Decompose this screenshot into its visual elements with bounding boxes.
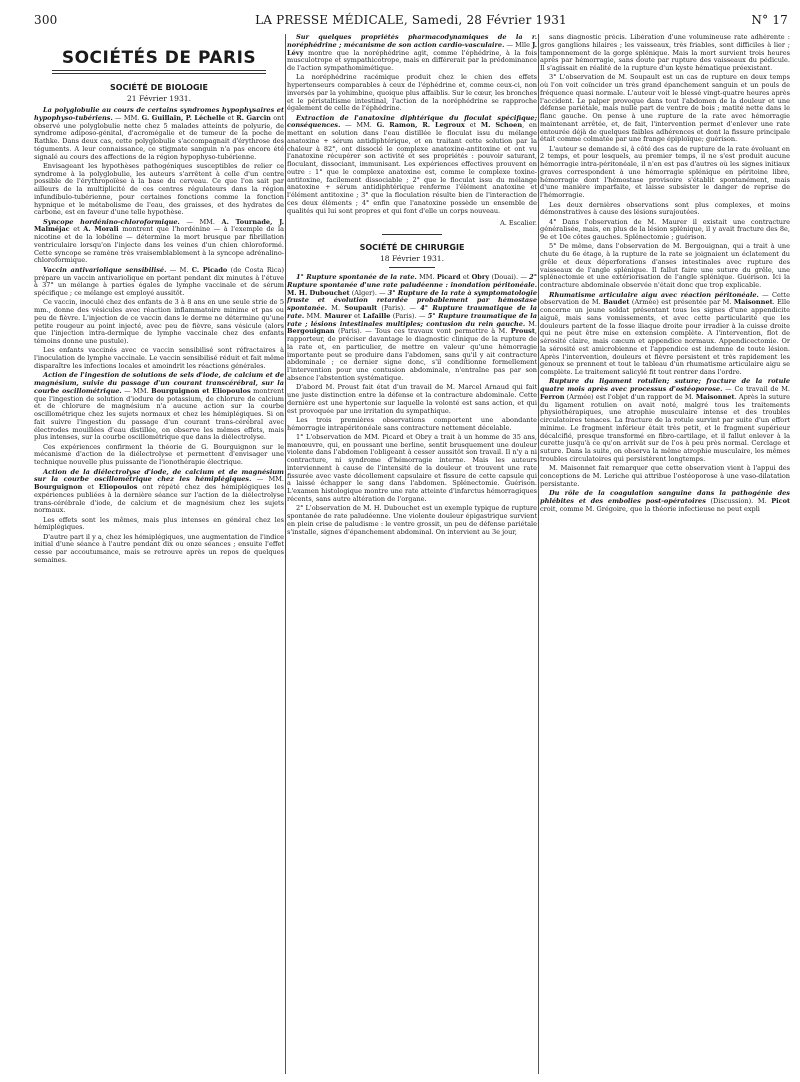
author-name: R. Garcin xyxy=(236,113,271,122)
body-text: M. xyxy=(327,304,345,313)
body-text: montre que la noréphédrine agit, comme l'éphédrine, à la fois musculotrope et sympathicotrope, mais en différerait par la prédominance de l'action sympathomimétique. xyxy=(287,48,537,72)
column-3 xyxy=(540,34,790,1074)
author-name: Picard xyxy=(436,273,461,282)
body-text: D'abord M. Proust fait état d'un travail de M. Marcel Arnaud qui fait une juste distinction entre la défense et la contracture abdominale. Cette dernière est une hypertonie sur laquelle la volonté est sans action, et qui est provoquée par une irritation du sympathique. xyxy=(287,383,537,415)
section-date-biologie: 21 Février 1931. xyxy=(126,94,192,103)
body-text: — M. xyxy=(166,265,192,274)
column-1 xyxy=(34,34,284,1074)
author-name: Bourguignon xyxy=(34,483,83,491)
paragraph xyxy=(287,74,537,113)
body-text: et xyxy=(82,483,99,491)
paper-title: Vaccin antivariolique sensibilisé. xyxy=(43,265,167,274)
author-name: G. Guillain, P. Léchelle xyxy=(141,113,226,122)
body-text: M. xyxy=(525,319,537,328)
author-name: Maisonnet xyxy=(733,298,773,307)
paragraph xyxy=(34,469,284,516)
body-text: — Ce travail de M. xyxy=(722,385,790,394)
paragraph xyxy=(287,417,537,433)
paper-title: 2° Rupture spontanée d'une rate paludéenne : inondation péritonéale. xyxy=(287,273,537,289)
body-text: — MM. xyxy=(112,113,142,122)
article-columns xyxy=(34,34,790,1074)
paper-title: La polyglobulie au cours de certains syndromes hypophysaires et hypophyso-tubériens. xyxy=(34,106,284,122)
author-name: A. Tournade, J. Malméjac xyxy=(34,217,284,234)
body-text: et xyxy=(464,121,481,130)
author-name: M. Schoen xyxy=(480,121,523,130)
column-2-body xyxy=(287,34,537,215)
body-text: L'auteur se demande si, à côté des cas de rupture de la rate évoluant en 2 temps, et pour lesquels, au premier temps, il ne s'est produit aucune hémorragie intra-péritonéale, il n'en est pas d'autres où les signes initiaux graves correspondent à une hémorragie splénique en péritoine libre, hémorragie dont l'hémostase provisoire s'établit spontanément, mais d'une manière imparfaite, et laisse subsister le danger de reprise de l'hémorragie. xyxy=(540,144,790,200)
body-text: Les deux dernières observations sont plus complexes, et moins démonstratives à cause des lésions surajoutées. xyxy=(540,200,790,217)
body-text: — MM. xyxy=(121,386,152,395)
author-name: Bourguignon et Eliopoulos xyxy=(151,386,251,395)
paragraph xyxy=(540,490,790,513)
author-name: J. Lévy xyxy=(287,40,537,57)
body-text: 5° De même, dans l'observation de M. Bergouignan, qui a trait à une chute du 6e étage, à la rupture de la rate se joignaient un éclatement du grêle et deux déperforations d'anses intestinales avec rupture des vaisseaux de l'angle splénique. Il fallut faire une suture du grêle, une splénectomie et une extériorisation de l'angle splénique. Guérison. Ici la contracture abdominale observée n'était donc que trop explicable. xyxy=(540,242,790,290)
body-text: Les enfants vaccinés avec ce vaccin sensibilisé sont réfractaires à l'inoculation de lymphe vaccinale. Le vaccin sensibilisé réduit et fait même disparaître les infections locales et amoindrit les réactions générales. xyxy=(34,346,284,370)
author-name: Baudet xyxy=(603,298,630,307)
paragraph xyxy=(34,219,284,266)
body-text: — MM. xyxy=(251,475,284,484)
column-2 xyxy=(287,34,537,1074)
paragraph xyxy=(34,267,284,298)
body-text: ont observé une polyglobulie nette chez 5 malades atteints de polyurie, de syndrome adiposo-génital, d'acromégalie et de tumeur de la poche de Rathke. Dans deux cas, cette polyglobulie s'accompagnait d'érythrose des téguments. A leur connaissance, ce stigmate sanguin n'a pas encore été signalé au cours des affections de la région hypophyso-tubérienne. xyxy=(34,113,284,161)
body-text: croit, comme M. Grégoire, que la théorie infectieuse ne peut expli xyxy=(540,504,760,513)
paragraph xyxy=(34,163,284,217)
body-text: 1° L'observation de MM. Picard et Obry a trait à un homme de 35 ans, manœuvre, qui, en poussant une berline, sentit brusquement une douleur violente dans l'abdomen l'obligeant à cesser aussitôt son travail. Il n'y a ni contracture, ni syndrome d'hémorragie interne. Mais les auteurs interviennent à cause de l'intensité de la douleur et trouvent une rate fissurée avec vaste décollement capsulaire et fissure de cette capsule qui a laissé échapper le sang dans l'abdomen. Splénectomie. Guérison. L'examen histologique montre une rate atteinte d'infarctus hémorragiques récents, sans autre altération de l'organe. xyxy=(287,432,537,503)
body-text: montrent que l'hordénine — à l'exemple de la nicotine et de la lobéline — détermine la mort brusque par fibrillation ventriculaire lorsqu'on l'injecte dans les veines d'un chien chloroformé. Cette syncope se ramène très vraisemblablement à la syncope adrénalino-chloroformique. xyxy=(34,225,284,265)
paragraph xyxy=(34,347,284,370)
author-name: Maurer xyxy=(324,311,352,320)
body-text: (de Costa Rica) prépare un vaccin antivariolique en portant pendant dix minutes à l'étuve à 37° un mélange à parties égales de lymphe vaccinale et de sérum spécifique ; ce mélange est employé aussitôt. xyxy=(34,265,284,298)
body-text: MM. xyxy=(416,273,437,282)
paragraph xyxy=(34,372,284,442)
author-name: A. Morali xyxy=(83,225,119,234)
paper-title: 4° Rupture traumatique de la rate. xyxy=(287,304,537,320)
date-underline xyxy=(389,267,435,268)
body-text: (Armée) est l'objet d'un rapport de M. xyxy=(564,392,696,401)
body-text: (Douai). — xyxy=(489,273,530,282)
author-name: M. H. Dubouchet xyxy=(287,288,350,297)
paragraph xyxy=(540,465,790,488)
section-date-chirurgie: 18 Février 1931. xyxy=(379,254,445,264)
paper-title: 5° Rupture traumatique de la rate ; lésions intestinales multiples; contusion du rein gauche. xyxy=(287,311,537,328)
body-text: M. Maisonnet fait remarquer que cette observation vient à l'appui des conceptions de M. Leriche qui attribue l'ostéoporose à une vaso-dilatation persistante. xyxy=(540,464,790,488)
paragraph xyxy=(287,274,537,383)
body-text: (Alger). — xyxy=(349,288,388,297)
paragraph xyxy=(540,292,790,377)
author-name: Lafaille xyxy=(362,311,391,320)
paper-title: Rhumatisme articulaire aigu avec réaction péritonéale. xyxy=(549,290,759,299)
author-name: Obry xyxy=(471,273,490,282)
body-text: — Cette observation de M. xyxy=(540,290,790,307)
body-text: et xyxy=(69,225,84,234)
paper-title: Action de la diélectrolyse d'iode, de calcium et de magnésium sur la courbe oscillométrique chez les hémiplégiques. xyxy=(34,467,284,484)
body-text: et xyxy=(460,273,472,282)
body-text: MM. xyxy=(304,311,325,320)
journal-title: LA PRESSE MÉDICALE, Samedi, 28 Février 1931 xyxy=(255,13,567,27)
paragraph xyxy=(540,243,790,290)
body-text: D'autre part il y a, chez les hémiplégiques, une augmentation de l'indice initial d'une séance à l'autre pendant dix ou onze séances ; ensuite l'effet cesse par accoutumance, mais se retrouve après un repos de quelques semaines. xyxy=(34,532,284,564)
author-name: Ferron xyxy=(540,392,565,401)
paragraph xyxy=(34,107,284,161)
author-name: C. Picado xyxy=(191,265,228,274)
paper-title: Sur quelques propriétés pharmacodynamiques de la r. noréphédrine ; mécanisme de son action cardio-vasculaire. xyxy=(287,34,537,49)
biologie-body xyxy=(34,107,284,565)
body-text: , en mettant en solution dans l'eau distillée le floculat issu du mélange anatoxine + sérum antidiphtérique, et en traitant cette solution par la chaleur à 82°, ont dissocié le complexe anatoxine-antitoxine et ont vu l'anatoxine récupérer son activité et ses propriétés : pouvoir saturant, floculant, dissociant, immunisant. Les expériences effectives prouvent en outre : 1° que le complexe anatoxine est, comme le complexe toxine-antitoxine, facilement dissociable ; 2° que le floculat issu du mélange anatoxine + sérum antidiphtérique renferme l'élément anatoxine et l'élément antitoxine ; 3° que la floculation résulte bien de l'interaction de ces deux éléments ; 4° enfin que l'anatoxine possède un ensemble de qualités qui lui sont propres et qui font d'elle un corps nouveau. xyxy=(287,121,537,215)
paragraph xyxy=(540,34,790,73)
body-text: Ce vaccin, inoculé chez des enfants de 3 à 8 ans en une seule strie de 5 mm., donne des vésicules avec réaction inflammatoire minime et pas ou peu de fièvre. L'injection de ce vaccin dans le derme ne détermine qu'une petite rougeur au point injecté, avec peu de fièvre, sans vésicule (alors que l'injection intra-dermique de lymphe vaccinale chez des enfants témoins donne une pustule). xyxy=(34,298,284,346)
section-title-chirurgie: SOCIÉTÉ DE CHIRURGIE xyxy=(359,243,465,253)
paper-title: Extraction de l'anatoxine diphtérique du floculat spécifique; conséquences. xyxy=(287,113,537,130)
paper-title: 3° Rupture de la rate à symptomatologie fruste et évolution retardée probablement par hémostase spontanée. xyxy=(287,288,537,313)
paper-title: Du rôle de la coagulation sanguine dans la pathogénie des phlébites et des embolies post-opératoires xyxy=(540,489,790,505)
paragraph xyxy=(287,34,537,73)
page-number: 300 xyxy=(34,13,58,27)
author-name: Eliopoulos xyxy=(98,483,138,491)
column-rule xyxy=(285,34,286,1074)
body-text: (Paris). — xyxy=(390,311,428,320)
paragraph xyxy=(540,378,790,463)
body-text: 4° Dans l'observation de M. Maurer il existait une contracture généralisée, mais, en plus de la lésion splénique, il y avait fracture des 8e, 9e et 10e côtes gauches. Splénectomie ; guérison. xyxy=(540,217,790,242)
page-header xyxy=(34,12,788,28)
column-rule xyxy=(538,34,539,1074)
paper-title: Action de l'ingestion de solutions de sels d'iode, de calcium et de magnésium, suivie du passage d'un courant transcérébral, sur la courbe oscillométrique. xyxy=(34,371,284,395)
body-text: et xyxy=(351,311,363,320)
body-text: — MM. xyxy=(179,217,222,226)
issue-number: N° 17 xyxy=(751,13,788,27)
paragraph xyxy=(287,384,537,415)
author-name: Proust xyxy=(510,327,535,336)
paragraph xyxy=(287,434,537,504)
author-name: Bergouignan xyxy=(287,327,335,336)
paragraph xyxy=(540,202,790,218)
paragraph xyxy=(540,219,790,242)
author-name: Soupault xyxy=(344,304,378,313)
author-name: Picot xyxy=(771,496,790,505)
paragraph xyxy=(287,115,537,216)
title-rule xyxy=(52,70,266,74)
paper-title: 1° Rupture spontanée de la rate. xyxy=(296,273,417,282)
section-title-biologie: SOCIÉTÉ DE BIOLOGIE xyxy=(110,83,208,92)
body-text: , rapporteur, de préciser davantage le diagnostic clinique de la rupture de la rate et, en particulier, de mettre en valeur qu'une hémorragie importante peut se produire dans l'abdomen, sans qu'il y ait contracture abdominale ; ce dernier signe donc, s'il conditionne formellement l'intervention pour une contusion abdominale, n'entraîne pas par son absence l'abstention systématique. xyxy=(287,327,537,382)
body-text: La noréphédrine racémique produit chez le chien des effets hypertenseurs comparables à ceux de l'éphédrine et, comme ceux-ci, non inversés par la yohimbine, quoique plus affaiblis. Sur le cœur, les bronches et le péristaltisme intestinal, l'action de la noréphédrine se rapproche également de celle de l'éphédrine. xyxy=(287,73,537,113)
paper-title: Rupture du ligament rotulien; suture; fracture de la rotule quatre mois après avec processus d'ostéoporose. xyxy=(540,377,790,394)
body-text: . Elle concerne un jeune soldat présentant tous les signes d'une appendicite aiguë, mais sans vomissements, et avec cette particularité que les douleurs partent de la fosse iliaque droite pour irradier à la cuisse droite qui ne peut être mise en extension complète. A l'intervention, flot de sérosité claire, mais cæcum et appendice normaux. Appendicectomie. Or la sérosité est amicrobienne et l'appendice est indemne de toute lésion. Après l'intervention, douleurs et fièvre persistent et très rapidement les genoux se prennent et tout le tableau d'un rhumatisme articulaire aigu se complète. Le traitement salicylé fit tout rentrer dans l'ordre. xyxy=(540,298,790,377)
body-text: (Armée) est présentée par M. xyxy=(629,298,734,307)
column-3-body xyxy=(540,34,790,513)
paragraph xyxy=(34,299,284,346)
body-text: Les trois premières observations comportent une abondante hémorragie intrapéritonéale sans contracture nettement décelable. xyxy=(287,415,537,432)
paragraph xyxy=(287,505,537,536)
author-name: Maisonnet xyxy=(695,392,735,401)
paragraph xyxy=(34,534,284,565)
body-text: — MM. xyxy=(340,121,377,130)
body-text: (Paris). — Tous ces travaux vont permettre à M. xyxy=(334,327,511,336)
section-separator xyxy=(382,234,442,235)
paragraph xyxy=(540,146,790,200)
author-name: G. Ramon, R. Legroux xyxy=(376,121,465,130)
signature: A. Escalier. xyxy=(500,219,537,228)
body-text: 3° L'observation de M. Soupault est un cas de rupture en deux temps où l'on voit coïncider un très grand épanchement sanguin et un pouls de fréquence quasi normale. L'auteur voit le blessé vingt-quatre heures après l'accident. Le palper provoque dans tout l'abdomen de la douleur et une défense pariétale, mais nulle part de ventre de bois ; matité nette dans le flanc gauche. On pense à une rupture de la rate avec hémorragie maintenant arrêtée, et, de fait, l'intervention permet d'enlever une rate entourée déjà de quelques faibles adhérences et dont la fissure principale était comme colmatée par une frange épiploïque; guérison. xyxy=(540,73,790,144)
body-text: sans diagnostic précis. Libération d'une volumineuse rate adhérente : gros ganglions hilaires ; les vaisseaux, très friables, sont difficiles à lier ; tamponnement de la gorge splénique. Mais la mort survient trois heures après par hémorragie, sans doute par rupture des vaisseaux du pédicule. Il s'agissait en réalité de la rupture d'un kyste hématique préexistant. xyxy=(540,34,790,72)
chirurgie-body xyxy=(287,274,537,536)
body-text: (Discussion). M. xyxy=(705,496,772,505)
body-text: . Après la suture du ligament rotulien on avait noté, malgré tous les traitements physiothérapiques, une atrophie musculaire intense et des troubles circulatoires tenaces. La fracture de la rotule survint par suite d'un effort minime. Le fragment inférieur était très petit, et le fragment supérieur décalcifié, presque transformé en fibro-cartilage, et il fallut enlever à la curette jusqu'à ce qu'on arrivât sur de l'os à peu près normal. Cerclage et suture. Dans la suite, on observa la même atrophie musculaire, les mêmes troubles circulatoires qui persistèrent longtemps. xyxy=(540,392,790,463)
paragraph xyxy=(34,517,284,533)
body-text: lle xyxy=(521,40,533,49)
body-text: Envisageant les hypothèses pathogéniques susceptibles de relier ce syndrome à la polyglobulie, les auteurs s'arrêtent à celle d'un centre possible de l'érythropoïèse à la base du cerveau. Ce que l'on sait par ailleurs de la multiplicité de ces centres régulateurs dans la région infundibulo-tubérienne, pour certaines fonctions comme la fonction hypnique et le métabolisme de l'eau, des graisses, et des hydrates de carbone, est en faveur d'une telle hypothèse. xyxy=(34,161,284,217)
body-text: — M xyxy=(504,40,522,49)
body-text: ont répété chez des hémiplégiques les expériences publiées à la dernière séance sur l'action de la diélectrolyse trans-cérébrale d'iode, de calcium et de magnésium chez les sujets normaux. xyxy=(34,483,284,515)
paragraph xyxy=(34,444,284,467)
body-text: montrent que l'ingestion de solution d'iodure de potassium, de chlorure de calcium et de chlorure de magnésium n'a aucune action sur la courbe oscillométrique chez les sujets normaux et chez les hémiplégiques. Si on fait suivre l'ingestion du passage d'un courant trans-cérébral avec électrodes mouillées d'eau distillée, on observe les mêmes effets, mais plus intenses, sur la courbe oscillométrique que dans la diélectrolyse. xyxy=(34,386,284,442)
body-text: Les effets sont les mêmes, mais plus intenses en général chez les hémiplégiques. xyxy=(34,515,284,532)
body-text: Ces expériences confirment la théorie de G. Bourguignon sur le mécanisme d'action de la diélectrolyse et permettent d'envisager une technique nouvelle plus puissante de l'ionothérapie électrique. xyxy=(34,442,284,467)
body-text: et xyxy=(225,113,237,122)
main-title: SOCIÉTÉS DE PARIS xyxy=(61,48,257,68)
body-text: (Paris). — xyxy=(377,304,421,313)
paragraph xyxy=(540,74,790,144)
body-text: 2° L'observation de M. H. Dubouchet est un exemple typique de rupture spontanée de rate paludéenne. Une violente douleur épigastrique survient en plein crise de paludisme : le ventre grossit, un peu de défense pariétale s'installe, signes d'épanchement abdominal. On intervient au 3e jour, xyxy=(287,504,537,536)
paper-title: Syncope hordénino-chloroformique. xyxy=(43,217,180,226)
